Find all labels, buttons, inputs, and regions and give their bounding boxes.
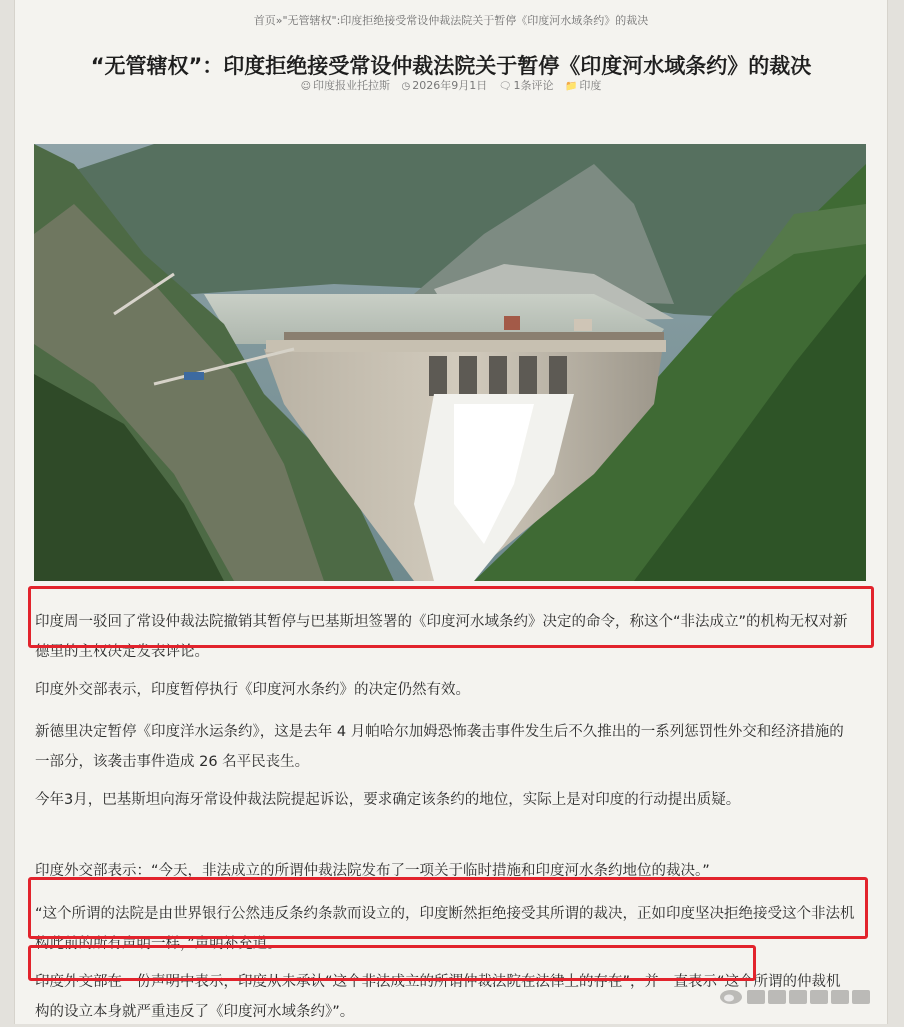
hero-image-dam [34,144,866,581]
publish-date: 2026年9月1日 [412,79,488,92]
author-icon: ☺ [300,81,312,92]
meta-category[interactable] [565,79,601,92]
watermark-logo-icon [718,988,744,1006]
watermark-mark [810,990,828,1004]
article-paragraph: 印度外交部表示：“今天，非法成立的所谓仲裁法院发布了一项关于临时措施和印度河水条约地位的裁决。” [35,862,710,879]
watermark-mark [831,990,849,1004]
article-meta [15,77,887,93]
clock-icon: ◷ [401,81,411,92]
breadcrumb-separator: : [336,14,341,27]
watermark [718,986,886,1008]
watermark-mark [789,990,807,1004]
article-paragraph: 印度周一驳回了常设仲裁法院撤销其暂停与巴基斯坦签署的《印度河水域条约》决定的命令，称这个“非法成立”的机构无权对新德里的主权决定发表评论。 [35,613,848,660]
author-name: 印度报业托拉斯 [313,79,391,92]
article-title: “无管辖权”：印度拒绝接受常设仲裁法院关于暂停《印度河水域条约》的裁决 [90,54,812,79]
breadcrumb-section-link[interactable]: "无管辖权" [282,14,337,27]
article-paragraph: 印度外交部表示，印度暂停执行《印度河水条约》的决定仍然有效。 [35,681,470,698]
meta-comments[interactable] [499,79,557,92]
article-paragraph: “这个所谓的法院是由世界银行公然违反条约条款而设立的，印度断然拒绝接受其所谓的裁决，正如印度坚决拒绝接受这个非法机构此前的所有声明一样，”声明补充道。 [35,905,855,952]
watermark-mark [747,990,765,1004]
meta-date [402,79,491,92]
folder-icon: 📁 [564,81,578,92]
breadcrumb-home-link[interactable]: 首页 [253,14,276,27]
breadcrumb-separator: » [275,14,283,27]
comment-icon: 🗨 [498,81,512,92]
watermark-mark [768,990,786,1004]
article-paragraph: 今年3月，巴基斯坦向海牙常设仲裁法院提起诉讼，要求确定该条约的地位，实际上是对印度的行动提出质疑。 [35,791,741,808]
breadcrumb-current: 印度拒绝接受常设仲裁法院关于暂停《印度河水域条约》的裁决 [340,14,649,27]
breadcrumb [15,12,887,28]
article-page [14,0,888,1024]
category-name: 印度 [579,79,602,92]
article-paragraph: 新德里决定暂停《印度洋水运条约》，这是去年 4 月帕哈尔加姆恐怖袭击事件发生后不久推出的一系列惩罚性外交和经济措施的一部分，该袭击事件造成 26 名平民丧生。 [35,723,844,770]
article-paragraph: 印度外交部在一份声明中表示，印度从未承认“这个非法成立的所谓仲裁法院在法律上的存在”，并一直表示“这个所谓的仲裁机构的设立本身就严重违反了《印度河水域条约》”。 [35,973,841,1020]
comment-count: 1条评论 [513,79,554,92]
watermark-mark [852,990,870,1004]
meta-author[interactable] [301,79,394,92]
